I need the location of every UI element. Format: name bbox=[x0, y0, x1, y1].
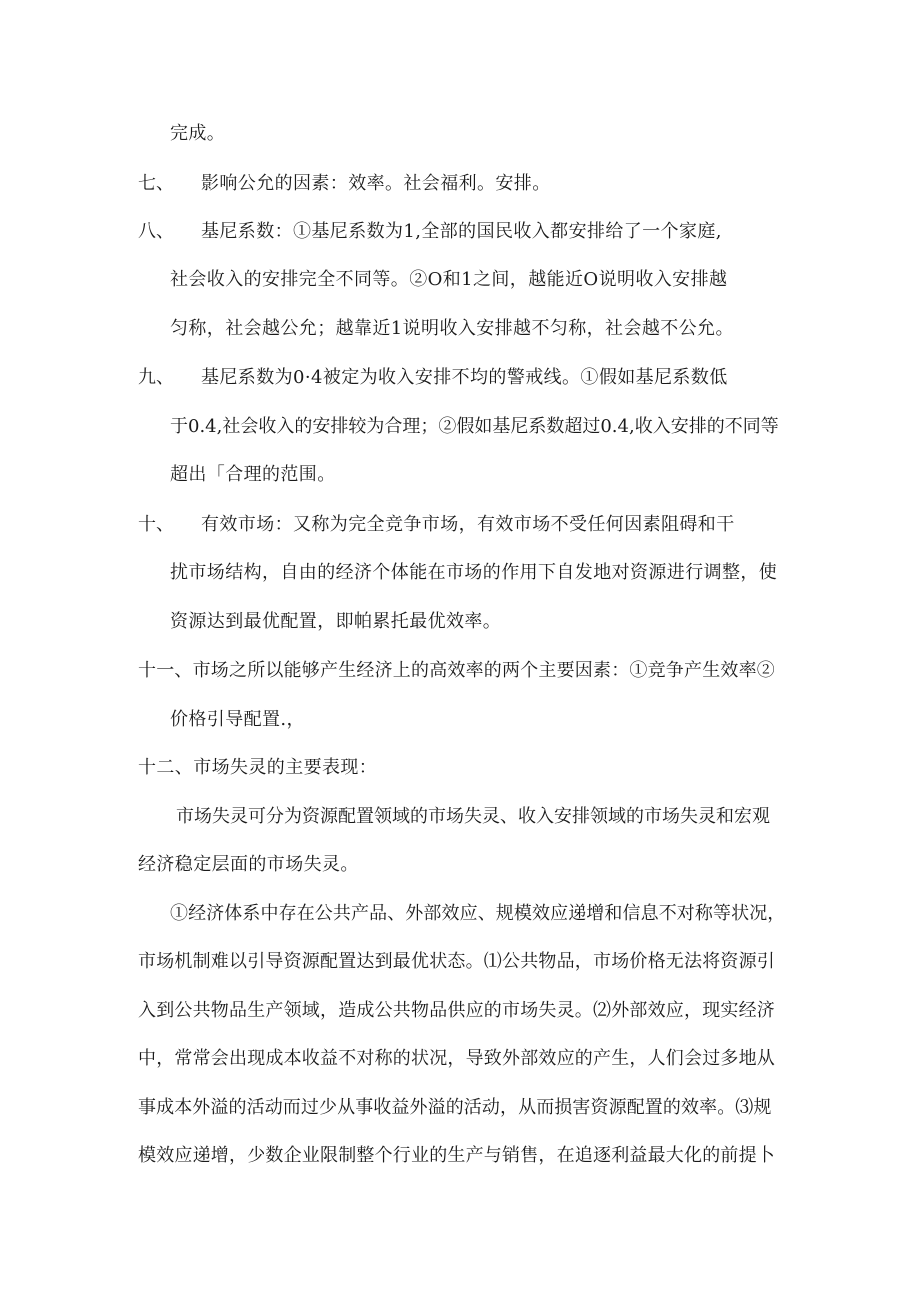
section-heading: 影响公允的因素：效率。社会福利。安排。 bbox=[201, 173, 551, 194]
paragraph-line: 市场失灵可分为资源配置领域的市场失灵、收入安排领域的市场失灵和宏观 bbox=[176, 806, 770, 827]
section-number: 七、 bbox=[138, 173, 174, 194]
section-number: 八、 bbox=[138, 221, 174, 242]
text-line: 匀称，社会越公允；越靠近1说明收入安排越不匀称，社会越不公允。 bbox=[170, 318, 734, 339]
text-line: 资源达到最优配置，即帕累托最优效率。 bbox=[170, 611, 502, 632]
text-line: 超出「合理的范围。 bbox=[170, 464, 336, 485]
paragraph-line: 事成本外溢的活动而过少从事收益外溢的活动，从而损害资源配置的效率。⑶规 bbox=[138, 1097, 772, 1118]
text-line: 扰市场结构，自由的经济个体能在市场的作用下自发地对资源进行调整，使 bbox=[170, 562, 778, 583]
section-heading: 有效市场：又称为完全竞争市场，有效市场不受任何因素阻碍和干 bbox=[201, 514, 735, 535]
paragraph-line: 模效应递增，少数企业限制整个行业的生产与销售，在追逐利益最大化的前提卜 bbox=[138, 1145, 775, 1166]
paragraph-line: 入到公共物品生产领域，造成公共物品供应的市场失灵。⑵外部效应，现实经济 bbox=[138, 1000, 775, 1021]
text-line: 社会收入的安排完全不同等。②O和1之间，越能近O说明收入安排越 bbox=[170, 269, 728, 290]
paragraph-line: 经济稳定层面的市场失灵。 bbox=[138, 854, 359, 875]
section-number: 九、 bbox=[138, 367, 174, 388]
text-line: 完成。 bbox=[170, 123, 226, 144]
section-heading: 十一、市场之所以能够产生经济上的高效率的两个主要因素：①竞争产生效率② bbox=[138, 660, 775, 681]
paragraph-line: 中，常常会出现成本收益不对称的状况，导致外部效应的产生，人们会过多地从 bbox=[138, 1048, 775, 1069]
text-line: 价格引导配置.， bbox=[170, 709, 305, 730]
paragraph-line: ①经济体系中存在公共产品、外部效应、规模效应递增和信息不对称等状况， bbox=[170, 903, 786, 924]
section-heading: 十二、市场失灵的主要表现： bbox=[138, 757, 378, 778]
section-number: 十、 bbox=[138, 514, 174, 535]
paragraph-line: 市场机制难以引导资源配置达到最优状态。⑴公共物品，市场价格无法将资源引 bbox=[138, 951, 775, 972]
text-line: 于0.4,社会收入的安排较为合理；②假如基尼系数超过0.4,收入安排的不同等 bbox=[170, 416, 779, 437]
section-heading: 基尼系数为0·4被定为收入安排不均的警戒线。①假如基尼系数低 bbox=[201, 367, 728, 388]
section-heading: 基尼系数：①基尼系数为1,全部的国民收入都安排给了一个家庭, bbox=[201, 221, 722, 242]
